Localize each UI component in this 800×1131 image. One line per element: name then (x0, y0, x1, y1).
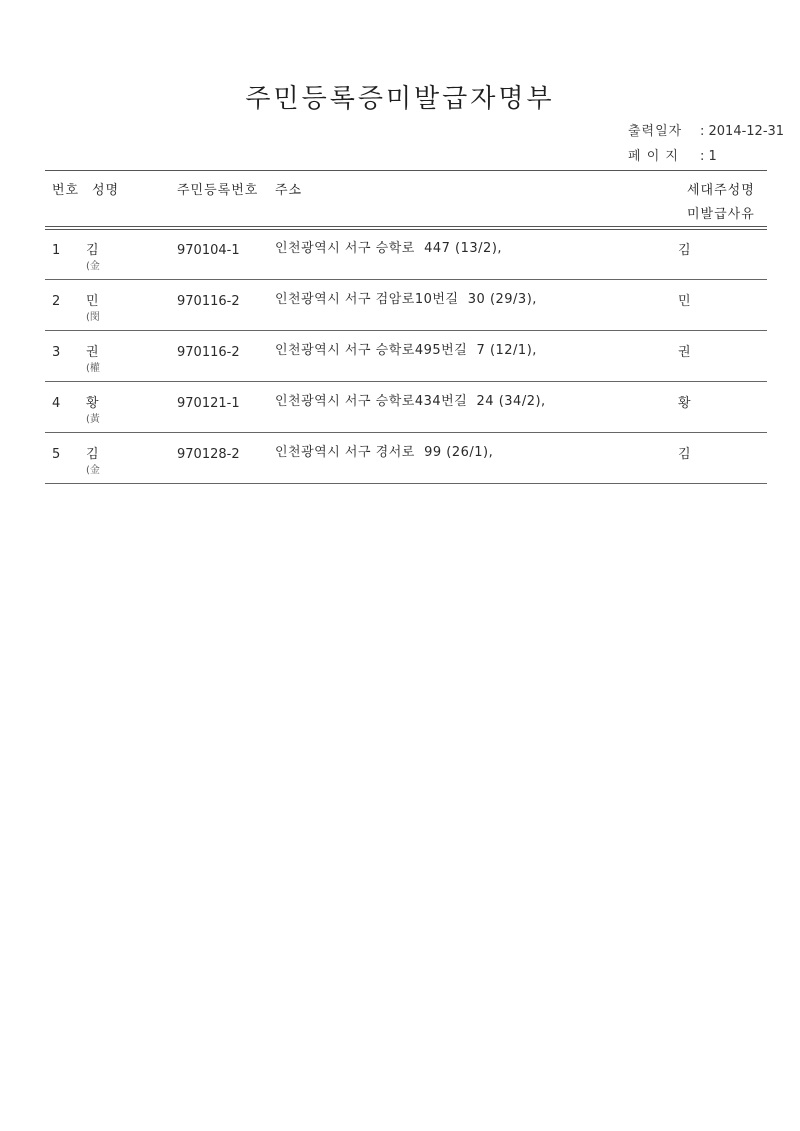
row-number: 1 (52, 243, 61, 258)
header-address: 주소 (275, 183, 303, 198)
row-number: 2 (52, 294, 61, 309)
header-name: 성명 (92, 183, 120, 198)
row-name-hanja: (金 (86, 465, 100, 476)
page-label: 페 이 지 (628, 149, 679, 164)
row-address: 인천광역시 서구 승학로495번길 7 (12/1), (275, 343, 537, 358)
row-address: 인천광역시 서구 승학로 447 (13/2), (275, 241, 503, 256)
header-rrn: 주민등록번호 (177, 183, 259, 198)
header-bottom-rule-1 (45, 226, 767, 227)
page-number-line: 페 이 지 : 1 (628, 145, 717, 164)
row-name: 황 (86, 396, 99, 411)
page-number-value: 1 (708, 149, 717, 164)
header-household-head: 세대주성명 (687, 183, 755, 198)
table-row (45, 331, 767, 382)
row-name-hanja: (金 (86, 261, 100, 272)
row-number: 5 (52, 447, 61, 462)
row-household-head: 김 (678, 243, 691, 258)
print-date-label: 출력일자 (628, 124, 683, 139)
row-name: 김 (86, 447, 99, 462)
row-household-head: 권 (678, 345, 691, 360)
row-number: 4 (52, 396, 61, 411)
document-title: 주민등록증미발급자명부 (245, 84, 555, 114)
row-name: 민 (86, 294, 99, 309)
row-address: 인천광역시 서구 경서로 99 (26/1), (275, 445, 494, 460)
table-row (45, 280, 767, 331)
header-no: 번호 (52, 183, 80, 198)
row-rrn: 970128-2 (177, 447, 240, 462)
row-address: 인천광역시 서구 검암로10번길 30 (29/3), (275, 292, 537, 307)
row-name-hanja: (閔 (86, 312, 100, 323)
row-rrn: 970121-1 (177, 396, 240, 411)
row-household-head: 민 (678, 294, 691, 309)
row-household-head: 황 (678, 396, 691, 411)
row-rrn: 970116-2 (177, 294, 240, 309)
row-household-head: 김 (678, 447, 691, 462)
row-divider (45, 483, 767, 484)
row-name: 김 (86, 243, 99, 258)
table-row (45, 433, 767, 484)
table-row (45, 382, 767, 433)
header-reason: 미발급사유 (687, 207, 755, 222)
row-name-hanja: (黃 (86, 414, 100, 425)
row-address: 인천광역시 서구 승학로434번길 24 (34/2), (275, 394, 546, 409)
row-name-hanja: (權 (86, 363, 100, 374)
row-rrn: 970116-2 (177, 345, 240, 360)
row-number: 3 (52, 345, 61, 360)
print-date-line: 출력일자 : 2014-12-31 (628, 120, 784, 139)
header-top-rule (45, 170, 767, 171)
row-rrn: 970104-1 (177, 243, 240, 258)
print-date-value: 2014-12-31 (708, 124, 785, 139)
table-row (45, 229, 767, 280)
row-name: 권 (86, 345, 99, 360)
